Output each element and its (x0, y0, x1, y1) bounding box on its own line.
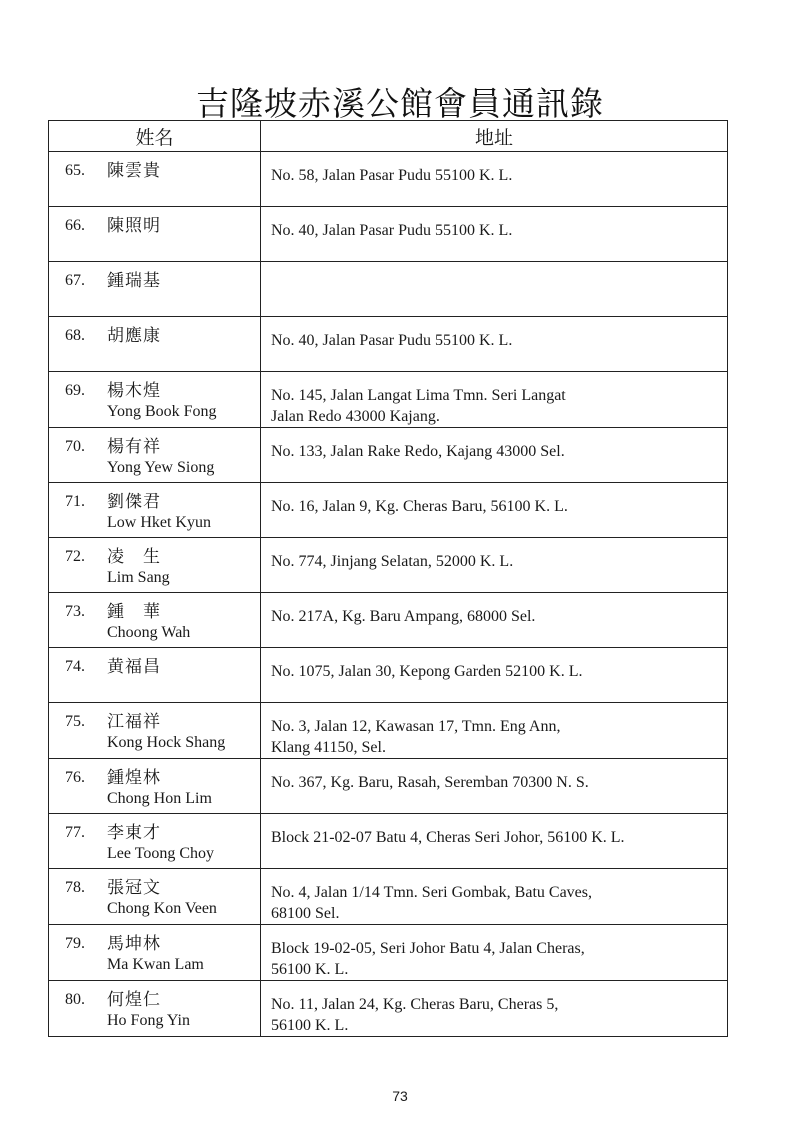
table-row (49, 317, 728, 372)
member-name-cell (49, 981, 261, 1037)
member-chinese-name: 李東才 (107, 823, 161, 843)
table-row (49, 483, 728, 538)
member-name-cell (49, 814, 261, 869)
member-name-cell (49, 428, 261, 483)
member-chinese-name: 江福祥 (107, 712, 161, 732)
member-address: No. 3, Jalan 12, Kawasan 17, Tmn. Eng Ann, Klang 41150, Sel. (271, 718, 561, 756)
member-address: No. 367, Kg. Baru, Rasah, Seremban 70300 N. S. (271, 774, 589, 791)
member-address: No. 217A, Kg. Baru Ampang, 68000 Sel. (271, 608, 536, 625)
member-address-cell (261, 869, 728, 925)
table-row (49, 703, 728, 759)
member-english-name: Low Hket Kyun (107, 514, 211, 531)
member-english-name: Lee Toong Choy (107, 845, 215, 862)
member-number: 66. (65, 217, 85, 234)
member-address: Block 21-02-07 Batu 4, Cheras Seri Johor, 56100 K. L. (271, 829, 625, 846)
member-address-cell (261, 814, 728, 869)
member-name-cell (49, 703, 261, 759)
table-row (49, 925, 728, 981)
member-name-cell (49, 648, 261, 703)
member-name-cell (49, 317, 261, 372)
member-number: 74. (65, 658, 85, 675)
member-address-cell (261, 593, 728, 648)
member-address: Block 19-02-05, Seri Johor Batu 4, Jalan Cheras, 56100 K. L. (271, 940, 585, 978)
member-address (261, 262, 727, 275)
member-english-name: Chong Kon Veen (107, 900, 217, 917)
table-row (49, 428, 728, 483)
member-address-cell (261, 152, 728, 207)
member-name-cell (49, 869, 261, 925)
member-number: 69. (65, 382, 85, 399)
member-english-name: Lim Sang (107, 569, 170, 586)
table-row (49, 648, 728, 703)
member-address-cell (261, 483, 728, 538)
member-name-cell (49, 152, 261, 207)
member-number: 71. (65, 493, 85, 510)
member-address-cell (261, 981, 728, 1037)
member-number: 78. (65, 879, 85, 896)
member-number: 80. (65, 991, 85, 1008)
member-number: 73. (65, 603, 85, 620)
table-row (49, 207, 728, 262)
member-address: No. 11, Jalan 24, Kg. Cheras Baru, Cheras 5, 56100 K. L. (271, 996, 559, 1034)
member-number: 79. (65, 935, 85, 952)
table-row (49, 372, 728, 428)
member-chinese-name: 黄福昌 (107, 657, 161, 677)
member-address-cell (261, 372, 728, 428)
member-name-cell (49, 483, 261, 538)
table-row (49, 152, 728, 207)
member-address: No. 58, Jalan Pasar Pudu 55100 K. L. (271, 167, 513, 184)
member-english-name: Chong Hon Lim (107, 790, 212, 807)
member-name-cell (49, 207, 261, 262)
member-name-cell (49, 759, 261, 814)
member-chinese-name: 陳照明 (107, 216, 161, 236)
member-chinese-name: 鍾 華 (107, 602, 161, 622)
member-address-cell (261, 317, 728, 372)
page-title: 吉隆坡赤溪公館會員通訊錄 (196, 84, 604, 123)
member-name-cell (49, 925, 261, 981)
member-address: No. 774, Jinjang Selatan, 52000 K. L. (271, 553, 514, 570)
member-address: No. 16, Jalan 9, Kg. Cheras Baru, 56100 K. L. (271, 498, 568, 515)
table-row (49, 262, 728, 317)
member-chinese-name: 凌 生 (107, 547, 161, 567)
member-number: 65. (65, 162, 85, 179)
member-address: No. 1075, Jalan 30, Kepong Garden 52100 K. L. (271, 663, 583, 680)
member-address: No. 145, Jalan Langat Lima Tmn. Seri Langat Jalan Redo 43000 Kajang. (271, 387, 566, 425)
member-name-cell (49, 593, 261, 648)
member-english-name: Yong Book Fong (107, 403, 217, 420)
member-address: No. 40, Jalan Pasar Pudu 55100 K. L. (271, 332, 513, 349)
table-header-row (49, 121, 728, 152)
page-number: 73 (392, 1088, 408, 1104)
member-number: 75. (65, 713, 85, 730)
member-english-name: Kong Hock Shang (107, 734, 226, 751)
member-address: No. 40, Jalan Pasar Pudu 55100 K. L. (271, 222, 513, 239)
member-chinese-name: 陳雲貴 (107, 161, 161, 181)
table-row (49, 981, 728, 1037)
address-column-header: 地址 (261, 121, 728, 152)
member-chinese-name: 楊木煌 (107, 381, 161, 401)
table-row (49, 814, 728, 869)
member-chinese-name: 馬坤林 (107, 934, 161, 954)
member-chinese-name: 鍾煌林 (107, 768, 161, 788)
member-number: 70. (65, 438, 85, 455)
member-chinese-name: 鍾瑞基 (107, 271, 161, 291)
member-english-name: Yong Yew Siong (107, 459, 215, 476)
member-address-cell (261, 207, 728, 262)
member-chinese-name: 楊有祥 (107, 437, 161, 457)
member-number: 67. (65, 272, 85, 289)
member-directory-table (48, 120, 728, 1037)
table-row (49, 759, 728, 814)
member-address-cell (261, 925, 728, 981)
member-chinese-name: 劉傑君 (107, 492, 161, 512)
member-address-cell (261, 703, 728, 759)
member-number: 72. (65, 548, 85, 565)
member-address: No. 4, Jalan 1/14 Tmn. Seri Gombak, Batu Caves, 68100 Sel. (271, 884, 592, 922)
member-chinese-name: 何煌仁 (107, 990, 161, 1010)
member-english-name: Choong Wah (107, 624, 191, 641)
table-row (49, 593, 728, 648)
table-row (49, 538, 728, 593)
member-number: 77. (65, 824, 85, 841)
member-chinese-name: 張冠文 (107, 878, 161, 898)
member-number: 76. (65, 769, 85, 786)
member-name-cell (49, 372, 261, 428)
name-column-header: 姓名 (49, 121, 261, 152)
member-chinese-name: 胡應康 (107, 326, 161, 346)
member-address-cell (261, 648, 728, 703)
member-number: 68. (65, 327, 85, 344)
member-english-name: Ho Fong Yin (107, 1012, 190, 1029)
member-name-cell (49, 262, 261, 317)
member-address-cell (261, 759, 728, 814)
member-address-cell (261, 538, 728, 593)
member-address-cell (261, 428, 728, 483)
member-english-name: Ma Kwan Lam (107, 956, 204, 973)
member-address-cell (261, 262, 728, 317)
member-address: No. 133, Jalan Rake Redo, Kajang 43000 Sel. (271, 443, 565, 460)
table-row (49, 869, 728, 925)
member-name-cell (49, 538, 261, 593)
